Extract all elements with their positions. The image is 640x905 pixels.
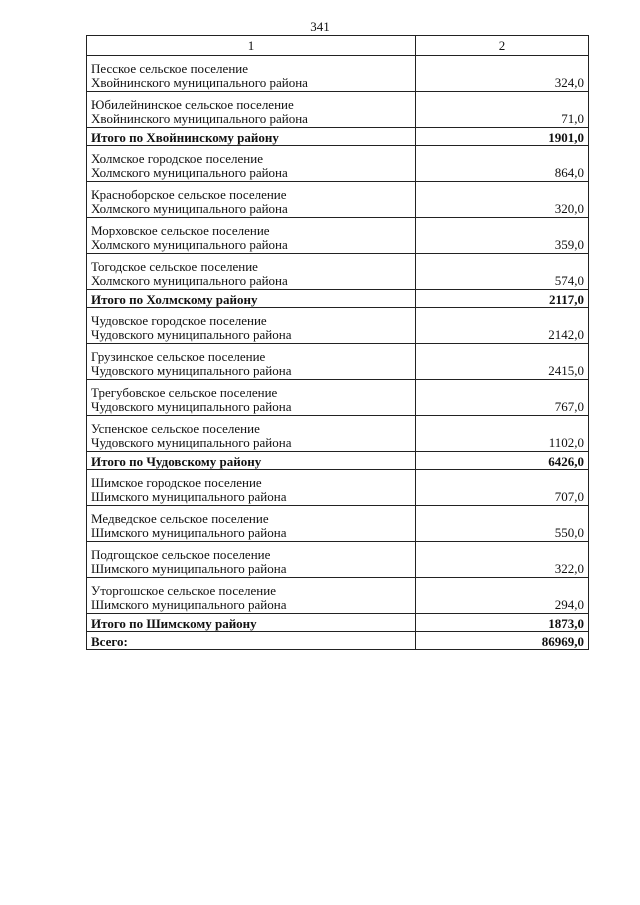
total-value: 1901,0 (416, 128, 589, 146)
total-row (87, 614, 589, 632)
settlement-row (87, 56, 589, 92)
settlement-line: Морховское сельское поселение (91, 223, 270, 238)
settlement-name (87, 56, 416, 92)
district-line: Холмского муниципального района (91, 165, 288, 180)
total-value: 2117,0 (416, 290, 589, 308)
settlement-name (87, 254, 416, 290)
district-line: Холмского муниципального района (91, 201, 288, 216)
settlement-value: 322,0 (416, 542, 589, 578)
settlement-row (87, 416, 589, 452)
district-line: Холмского муниципального района (91, 273, 288, 288)
settlement-row (87, 380, 589, 416)
district-line: Хвойнинского муниципального района (91, 75, 308, 90)
settlement-name (87, 578, 416, 614)
settlement-name (87, 182, 416, 218)
settlement-value: 2142,0 (416, 308, 589, 344)
total-row (87, 452, 589, 470)
settlement-row (87, 254, 589, 290)
header-row (87, 36, 589, 56)
page-number: 341 (310, 19, 330, 34)
settlement-name (87, 542, 416, 578)
settlement-value: 767,0 (416, 380, 589, 416)
settlement-line: Трегубовское сельское поселение (91, 385, 278, 400)
settlement-row (87, 146, 589, 182)
district-line: Шимского муниципального района (91, 561, 287, 576)
settlement-row (87, 506, 589, 542)
settlement-row (87, 182, 589, 218)
district-line: Шимского муниципального района (91, 525, 287, 540)
settlement-name (87, 506, 416, 542)
settlement-line: Медведское сельское поселение (91, 511, 269, 526)
total-label: Итого по Шимскому району (87, 614, 416, 632)
settlement-name (87, 92, 416, 128)
settlement-line: Грузинское сельское поселение (91, 349, 266, 364)
total-row (87, 128, 589, 146)
district-line: Хвойнинского муниципального района (91, 111, 308, 126)
settlement-value: 864,0 (416, 146, 589, 182)
settlement-row (87, 470, 589, 506)
settlement-row (87, 308, 589, 344)
settlement-value: 359,0 (416, 218, 589, 254)
settlement-name (87, 218, 416, 254)
total-label: Итого по Чудовскому району (87, 452, 416, 470)
settlement-line: Уторгошское сельское поселение (91, 583, 276, 598)
total-label: Всего: (87, 632, 416, 650)
district-line: Шимского муниципального района (91, 597, 287, 612)
district-line: Шимского муниципального района (91, 489, 287, 504)
settlement-name (87, 344, 416, 380)
settlement-line: Шимское городское поселение (91, 475, 262, 490)
settlement-value: 294,0 (416, 578, 589, 614)
settlement-name (87, 470, 416, 506)
settlement-value: 574,0 (416, 254, 589, 290)
district-line: Холмского муниципального района (91, 237, 288, 252)
allocation-table (86, 35, 589, 650)
settlement-value: 2415,0 (416, 344, 589, 380)
total-row (87, 290, 589, 308)
district-line: Чудовского муниципального района (91, 399, 292, 414)
settlement-value: 707,0 (416, 470, 589, 506)
column-header-1: 1 (87, 36, 416, 56)
district-line: Чудовского муниципального района (91, 327, 292, 342)
settlement-line: Песское сельское поселение (91, 61, 248, 76)
total-value: 6426,0 (416, 452, 589, 470)
settlement-row (87, 578, 589, 614)
settlement-line: Чудовское городское поселение (91, 313, 267, 328)
total-value: 86969,0 (416, 632, 589, 650)
settlement-value: 71,0 (416, 92, 589, 128)
settlement-row (87, 344, 589, 380)
total-label: Итого по Холмскому району (87, 290, 416, 308)
settlement-line: Подгощское сельское поселение (91, 547, 271, 562)
settlement-value: 550,0 (416, 506, 589, 542)
table-body (87, 56, 589, 650)
table-header (87, 36, 589, 56)
settlement-value: 320,0 (416, 182, 589, 218)
settlement-name (87, 308, 416, 344)
settlement-name (87, 146, 416, 182)
settlement-line: Красноборское сельское поселение (91, 187, 287, 202)
total-value: 1873,0 (416, 614, 589, 632)
district-line: Чудовского муниципального района (91, 363, 292, 378)
district-line: Чудовского муниципального района (91, 435, 292, 450)
settlement-row (87, 92, 589, 128)
settlement-name (87, 416, 416, 452)
settlement-name (87, 380, 416, 416)
settlement-line: Успенское сельское поселение (91, 421, 260, 436)
settlement-line: Холмское городское поселение (91, 151, 263, 166)
column-header-2: 2 (416, 36, 589, 56)
settlement-row (87, 542, 589, 578)
settlement-row (87, 218, 589, 254)
total-label: Итого по Хвойнинскому району (87, 128, 416, 146)
settlement-line: Тогодское сельское поселение (91, 259, 258, 274)
settlement-value: 1102,0 (416, 416, 589, 452)
settlement-value: 324,0 (416, 56, 589, 92)
total-row (87, 632, 589, 650)
settlement-line: Юбилейнинское сельское поселение (91, 97, 294, 112)
